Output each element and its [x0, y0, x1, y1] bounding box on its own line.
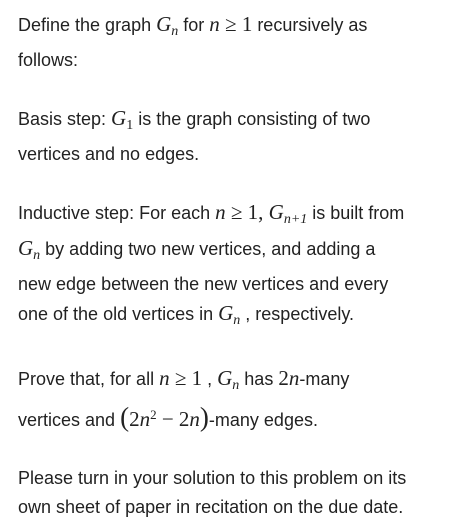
math-n: n — [189, 407, 200, 431]
prove-text: -many edges. — [208, 410, 318, 430]
prove-paragraph — [18, 364, 464, 435]
math-subscript-n: n — [233, 313, 241, 328]
basis-paragraph — [18, 104, 464, 169]
math-g: G — [218, 301, 234, 325]
math-g: G — [111, 106, 127, 130]
math-n: n — [209, 12, 220, 36]
math-geq: ≥ — [219, 12, 242, 36]
inductive-text: Inductive step: For each — [18, 203, 216, 223]
basis-text: vertices and no edges. — [18, 144, 200, 164]
definition-paragraph — [18, 10, 464, 75]
closing-text: own sheet of paper in recitation on the due date. — [18, 497, 404, 517]
basis-text: is the graph consisting of two — [133, 109, 371, 129]
paragraph-gap — [18, 435, 464, 464]
prove-text: Prove that, for all — [18, 369, 160, 389]
inductive-text: is built from — [307, 203, 405, 223]
math-g: G — [217, 366, 233, 390]
inductive-text: one of the old vertices in — [18, 304, 219, 324]
math-two: 2 — [278, 366, 289, 390]
math-superscript-two: 2 — [150, 407, 157, 422]
definition-text: Define the graph — [18, 15, 157, 35]
prove-text: -many — [299, 369, 350, 389]
definition-text: recursively as — [252, 15, 368, 35]
math-one: 1 — [241, 12, 253, 36]
math-geq: ≥ — [225, 200, 248, 224]
math-one: 1, — [247, 200, 269, 224]
math-subscript-one: 1 — [126, 118, 134, 133]
math-two: 2 — [178, 407, 190, 431]
closing-paragraph — [18, 464, 464, 522]
paragraph-gap — [18, 75, 464, 104]
prove-text: has — [239, 369, 279, 389]
inductive-paragraph — [18, 198, 464, 335]
inductive-text: , respectively. — [240, 304, 355, 324]
definition-text: follows: — [18, 50, 79, 70]
prove-text: , — [202, 369, 218, 389]
math-g: G — [156, 12, 172, 36]
math-n: n — [288, 366, 300, 390]
math-geq: ≥ — [169, 366, 192, 390]
math-left-paren: ( — [120, 402, 130, 432]
prove-text: vertices and — [18, 410, 121, 430]
math-minus: − — [156, 407, 179, 431]
basis-text: Basis step: — [18, 109, 112, 129]
math-right-paren: ) — [199, 402, 209, 432]
math-g: G — [268, 200, 284, 224]
math-n: n — [215, 200, 226, 224]
math-two: 2 — [129, 407, 140, 431]
definition-text: for — [178, 15, 210, 35]
math-subscript-n-plus-one: n+1 — [283, 212, 308, 227]
math-g: G — [18, 236, 34, 260]
inductive-text: new edge between the new vertices and every — [18, 274, 389, 294]
inductive-text: by adding two new vertices, and adding a — [40, 239, 376, 259]
problem-text — [18, 10, 464, 522]
math-subscript-n: n — [33, 248, 41, 263]
math-subscript-n: n — [232, 378, 240, 393]
paragraph-gap — [18, 335, 464, 364]
closing-text: Please turn in your solution to this problem on its — [18, 468, 407, 488]
math-subscript-n: n — [171, 24, 179, 39]
math-one: 1 — [191, 366, 203, 390]
paragraph-gap — [18, 169, 464, 198]
math-n: n — [139, 407, 151, 431]
math-n: n — [159, 366, 170, 390]
